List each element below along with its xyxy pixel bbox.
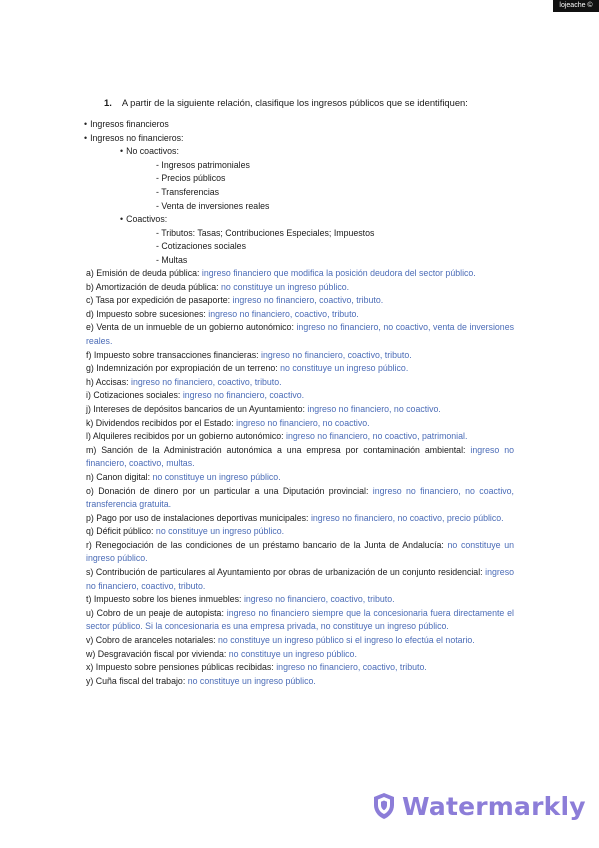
question-text: w) Desgravación fiscal por vivienda:: [86, 648, 229, 659]
answer-text: ingreso no financiero, no coactivo, precio público.: [310, 512, 504, 523]
answer-text: no constituye un ingreso público.: [86, 539, 514, 564]
answer-text: ingreso financiero que modifica la posición deudora del sector público.: [201, 268, 476, 278]
question-text: e) Venta de un inmueble de un gobierno autonómico:: [86, 322, 297, 333]
question-text: m) Sanción de la Administración autonómica a una empresa por contaminación ambiental:: [86, 444, 471, 455]
question-text: u) Cobro de un peaje de autopista:: [86, 607, 227, 618]
question-text: t) Impuesto sobre los bienes inmuebles:: [86, 594, 244, 605]
question-text: x) Impuesto sobre pensiones públicas recibidas:: [86, 662, 277, 673]
answer-item: [86, 539, 514, 566]
answer-item: [86, 417, 514, 431]
answer-item: [86, 675, 514, 689]
answer-item: [86, 661, 514, 675]
question-text: c) Tasa por expedición de pasaporte:: [86, 295, 233, 306]
answer-item: [86, 444, 514, 471]
question-text: k) Dividendos recibidos por el Estado:: [86, 417, 237, 428]
answer-item: [86, 634, 514, 648]
question-text: b) Amortización de deuda pública:: [86, 281, 221, 292]
answer-text: no constituye un ingreso público si el ingreso lo efectúa el notario.: [218, 635, 475, 646]
question-text: f) Impuesto sobre transacciones financieras:: [86, 349, 262, 360]
question-text: y) Cuña fiscal del trabajo:: [86, 675, 188, 686]
answer-item: [86, 512, 514, 526]
answer-text: ingreso no financiero, coactivo, tributo.: [130, 376, 282, 387]
answer-item: [86, 471, 514, 485]
answer-item: [86, 593, 514, 607]
answer-item: [86, 349, 514, 363]
answer-item: [86, 294, 514, 308]
watermark-text: Watermarkly: [402, 791, 586, 821]
answers-list: [86, 267, 514, 688]
answer-item: [86, 403, 514, 417]
tree-item: - Tributos: Tasas; Contribuciones Especiales; Impuestos: [156, 227, 375, 238]
question-text: n) Canon digital:: [86, 471, 153, 482]
answer-text: ingreso no financiero, coactivo, multas.: [86, 444, 514, 469]
question-text: s) Contribución de particulares al Ayuntamiento por obras de urbanización de un conjunto residencial:: [86, 567, 486, 578]
answer-text: ingreso no financiero, coactivo, tributo.: [86, 567, 514, 591]
question-text: l) Alquileres recibidos por un gobierno autonómico:: [86, 431, 287, 442]
answer-text: no constituye un ingreso público.: [155, 526, 285, 537]
tree-item: - Venta de inversiones reales: [156, 200, 270, 211]
question-text: i) Cotizaciones sociales:: [86, 390, 183, 401]
answer-item: [86, 485, 514, 512]
answer-item: [86, 389, 514, 403]
top-corner-badge: lojeache ©: [553, 0, 599, 12]
question-text: a) Emisión de deuda pública:: [86, 268, 202, 278]
answer-text: no constituye un ingreso público.: [280, 363, 409, 374]
answer-item: [86, 308, 514, 322]
answer-text: no constituye un ingreso público.: [228, 648, 357, 659]
tree-item: - Cotizaciones sociales: [156, 241, 246, 252]
exercise-statement: A partir de la siguiente relación, clasifique los ingresos públicos que se identifiquen:: [121, 97, 468, 108]
answer-item: [86, 362, 514, 376]
question-text: r) Renegociación de las condiciones de un préstamo bancario de la Junta de Andalucía:: [86, 539, 448, 550]
answer-item: [86, 525, 514, 539]
answer-text: ingreso no financiero, no coactivo, patrimonial.: [286, 431, 468, 442]
answer-text: ingreso no financiero, coactivo, tributo.: [243, 594, 395, 605]
shield-icon: [372, 792, 396, 820]
tree-item: • Ingresos no financieros:: [84, 132, 559, 146]
answer-text: ingreso no financiero, coactivo, tributo.: [276, 662, 427, 673]
answer-text: ingreso no financiero, no coactivo, venta de inversiones reales.: [86, 322, 514, 346]
answer-item: [86, 430, 514, 444]
answer-item: [86, 566, 514, 593]
tree-item: - Ingresos patrimoniales: [156, 159, 250, 170]
question-text: v) Cobro de aranceles notariales:: [86, 635, 219, 646]
question-text: h) Accisas:: [86, 376, 131, 387]
watermark: [372, 791, 586, 821]
answer-text: ingreso no financiero siempre que la concesionaria fuera directamente el sector público. Si la concesionaria es una empresa privada, no constituye un ingreso público.: [86, 607, 514, 632]
exercise-number: 1.: [104, 97, 112, 108]
tree-item: • Coactivos:: [84, 213, 559, 227]
question-text: j) Intereses de depósitos bancarios de un Ayuntamiento:: [86, 403, 308, 414]
answer-text: ingreso no financiero, coactivo, tributo.: [261, 349, 412, 360]
answer-text: no constituye un ingreso público.: [220, 281, 350, 292]
answer-text: ingreso no financiero, no coactivo.: [307, 403, 441, 414]
answer-text: ingreso no financiero, coactivo, tributo.: [232, 295, 384, 306]
question-text: o) Donación de dinero por un particular a una Diputación provincial:: [86, 485, 373, 496]
answer-text: ingreso no financiero, no coactivo, transferencia gratuita.: [86, 485, 515, 510]
question-text: q) Déficit público:: [86, 526, 156, 537]
question-text: g) Indemnización por expropiación de un terreno:: [86, 363, 281, 374]
tree-item: - Multas: [156, 254, 188, 265]
classification-tree: [84, 118, 559, 268]
answer-item: [86, 267, 514, 281]
answer-text: no constituye un ingreso público.: [187, 675, 316, 686]
exercise-heading: [104, 97, 539, 109]
answer-text: no constituye un ingreso público.: [152, 471, 281, 482]
answer-item: [86, 648, 514, 662]
answer-item: [86, 607, 514, 634]
answer-text: ingreso no financiero, coactivo, tributo.: [208, 308, 359, 319]
answer-item: [86, 376, 514, 390]
tree-item: • No coactivos:: [84, 145, 559, 159]
answer-item: [86, 321, 514, 348]
answer-text: ingreso no financiero, no coactivo.: [236, 417, 370, 428]
tree-item: - Transferencias: [156, 186, 220, 197]
question-text: d) Impuesto sobre sucesiones:: [86, 308, 209, 319]
question-text: p) Pago por uso de instalaciones deportivas municipales:: [86, 512, 311, 523]
tree-item: - Precios públicos: [156, 173, 226, 184]
tree-item: • Ingresos financieros: [84, 118, 559, 132]
answer-text: ingreso no financiero, coactivo.: [182, 390, 305, 401]
answer-item: [86, 281, 514, 295]
